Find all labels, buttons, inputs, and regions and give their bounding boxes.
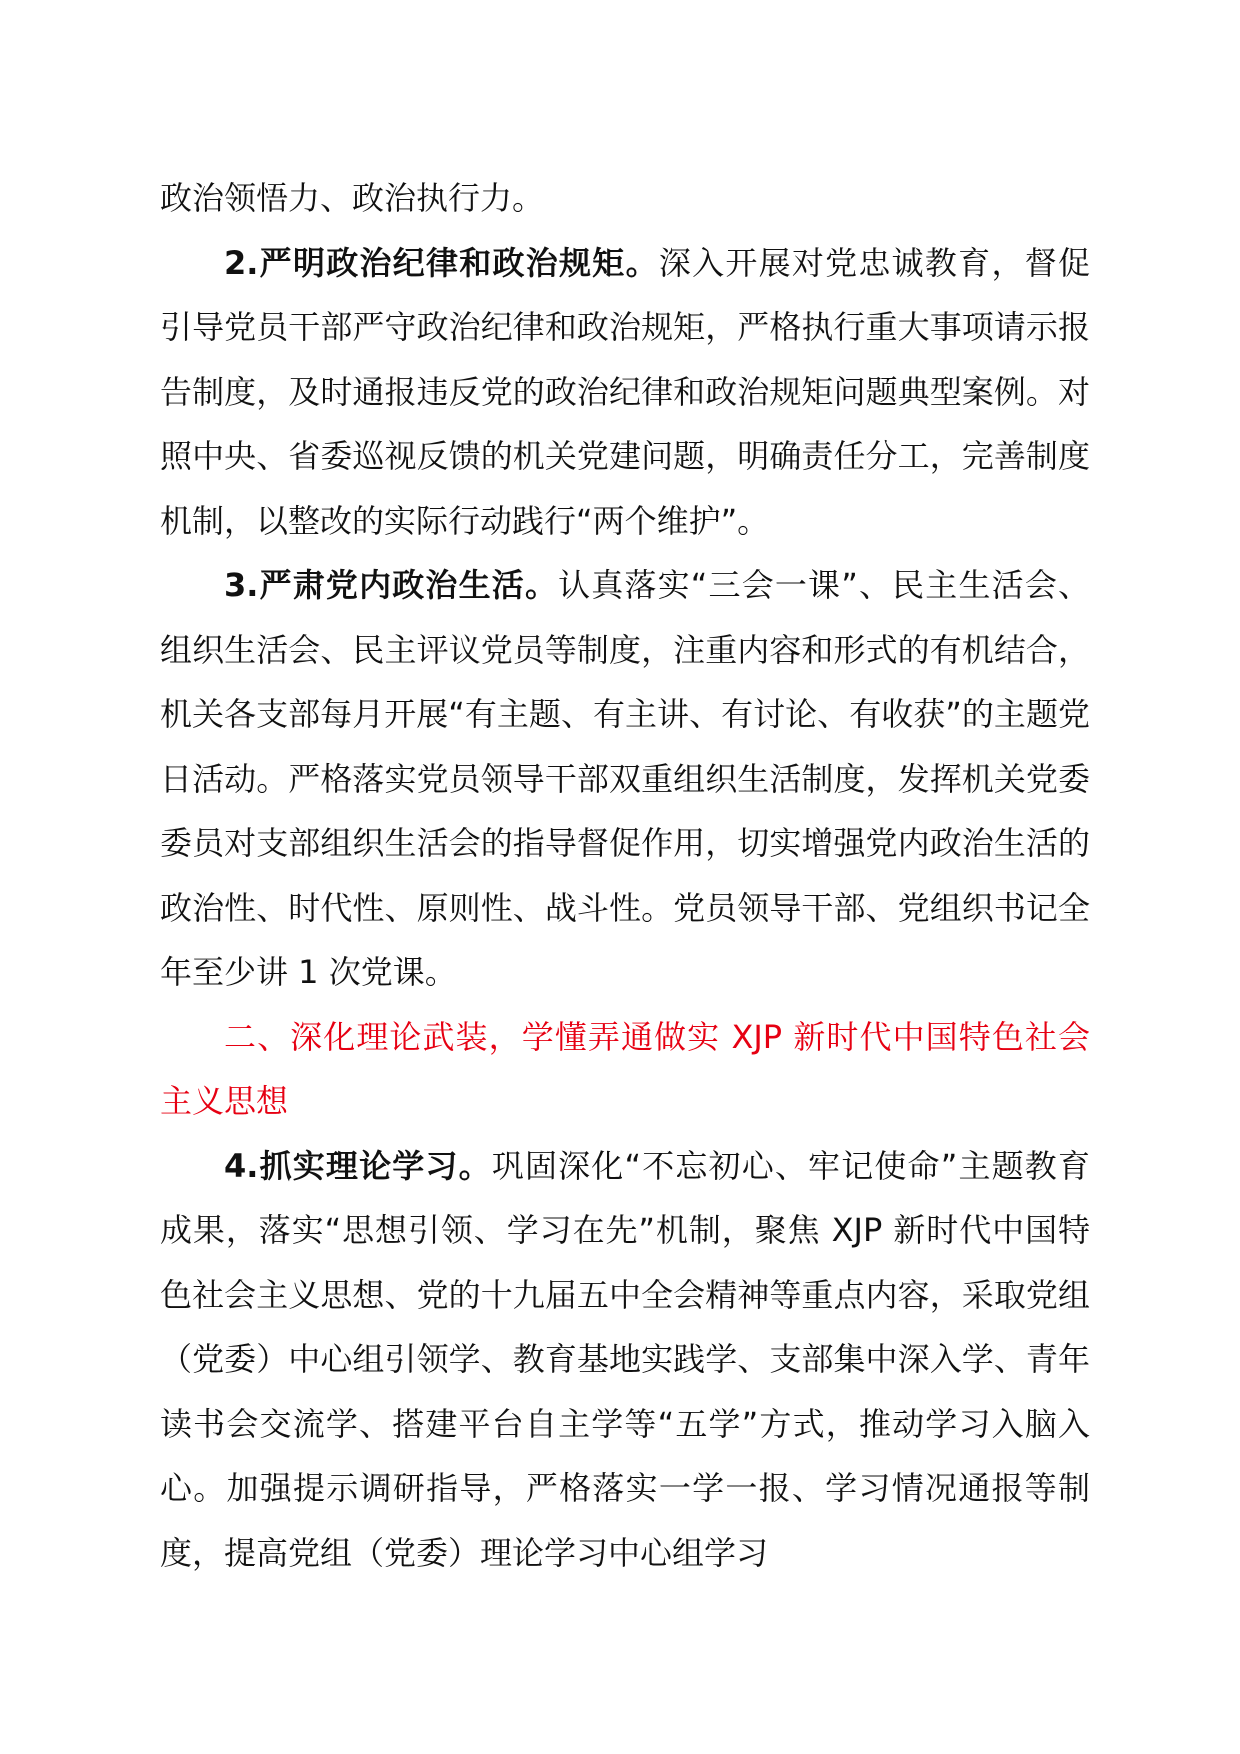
paragraph-1-text: 政治领悟力、政治执行力。 — [160, 179, 545, 217]
paragraph-3 — [160, 553, 1090, 1005]
paragraph-4-text: 巩固深化“不忘初心、牢记使命”主题教育成果，落实“思想引领、学习在先”机制，聚焦 XJP 新时代中国特色社会主义思想、党的十九届五中全会精神等重点内容，采取党组（党委）中心组引领学、教育基地实践学、支部集中深入学、青年读书会交流学、搭建平台自主学等“五学”方式，推动学习入脑入心。加强提示调研指导，严格落实一学一报、学习情况通报等制度，提高党组（党委）理论学习中心组学习 — [160, 1146, 1090, 1572]
paragraph-4-lead: 4.抓实理论学习。 — [224, 1146, 492, 1185]
paragraph-3-text: 认真落实“三会一课”、民主生活会、组织生活会、民主评议党员等制度，注重内容和形式的有机结合，机关各支部每月开展“有主题、有主讲、有讨论、有收获”的主题党日活动。严格落实党员领导干部双重组织生活制度，发挥机关党委委员对支部组织生活会的指导督促作用，切实增强党内政治生活的政治性、时代性、原则性、战斗性。党员领导干部、党组织书记全年至少讲 1 次党课。 — [160, 566, 1090, 991]
document-body — [160, 166, 1090, 1585]
paragraph-1 — [160, 166, 1090, 231]
paragraph-2-lead: 2.严明政治纪律和政治规矩。 — [224, 243, 659, 282]
paragraph-4 — [160, 1134, 1090, 1586]
paragraph-3-lead: 3.严肃党内政治生活。 — [224, 566, 559, 604]
section-heading-2-text: 二、深化理论武装，学懂弄通做实 XJP 新时代中国特色社会主义思想 — [160, 1017, 1090, 1120]
section-heading-2 — [160, 1005, 1090, 1134]
paragraph-2-text: 深入开展对党忠诚教育，督促引导党员干部严守政治纪律和政治规矩，严格执行重大事项请示报告制度，及时通报违反党的政治纪律和政治规矩问题典型案例。对照中央、省委巡视反馈的机关党建问题，明确责任分工，完善制度机制，以整改的实际行动践行“两个维护”。 — [160, 243, 1090, 540]
paragraph-2 — [160, 231, 1090, 554]
